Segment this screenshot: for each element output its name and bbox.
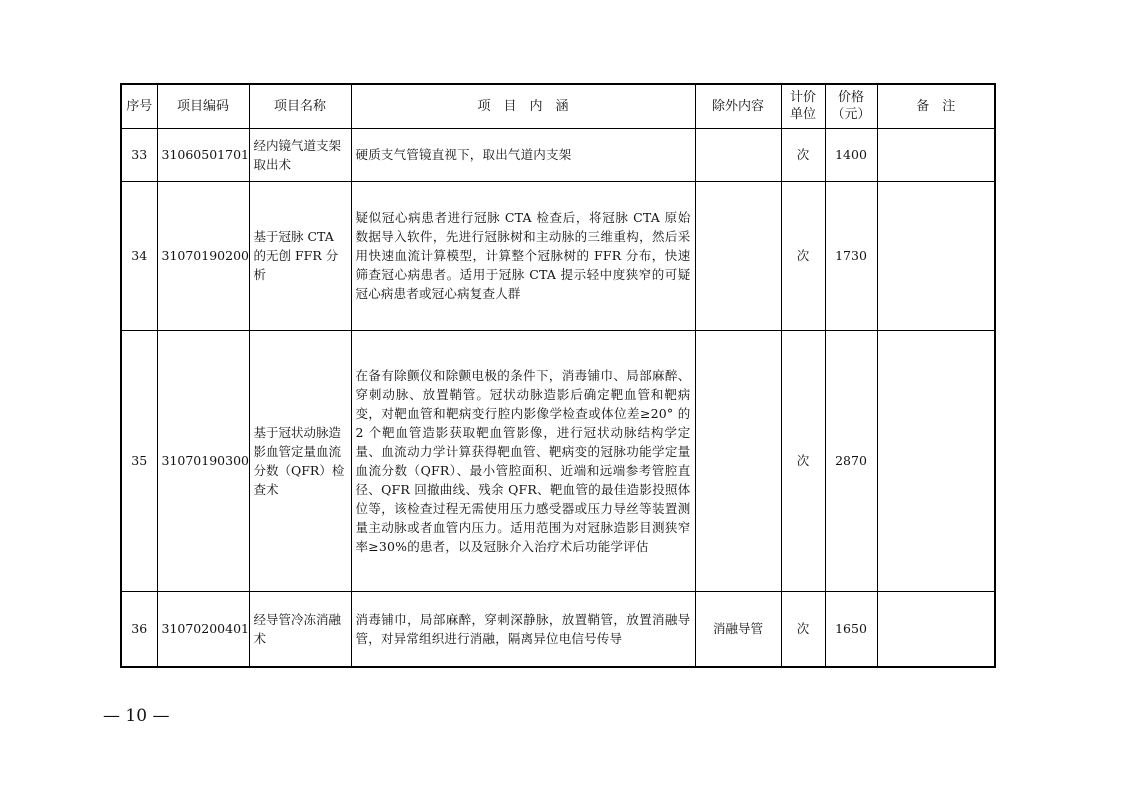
row-exclusions: 消融导管	[695, 591, 781, 667]
row-name: 经导管冷冻消融术	[249, 591, 351, 667]
header-exclusions: 除外内容	[695, 84, 781, 128]
page-number: — 10 —	[103, 706, 170, 726]
row-exclusions	[695, 330, 781, 591]
price-table	[120, 83, 996, 668]
row-exclusions	[695, 181, 781, 330]
row-code: 31070190200	[157, 181, 249, 330]
row-seq: 34	[121, 181, 157, 330]
row-remark	[877, 330, 995, 591]
row-seq: 35	[121, 330, 157, 591]
row-price: 1650	[825, 591, 877, 667]
row-seq: 36	[121, 591, 157, 667]
row-remark	[877, 128, 995, 181]
row-content: 在备有除颤仪和除颤电极的条件下，消毒铺巾、局部麻醉、穿刺动脉、放置鞘管。冠状动脉造影后确定靶血管和靶病变，对靶血管和靶病变行腔内影像学检查或体位差≥20° 的 2 个靶血管造影获取靶血管影像，进行冠状动脉结构学定量、血流动力学计算获得靶血管、靶病变的冠脉功能学定量血流分数（QFR）、最小管腔面积、近端和远端参考管腔直径、QFR 回撤曲线、残余 QFR、靶血管的最佳造影投照体位等，该检查过程无需使用压力感受器或压力导丝等装置测量主动脉或者血管内压力。适用范围为对冠脉造影目测狭窄率≥30%的患者，以及冠脉介入治疗术后功能学评估	[351, 330, 695, 591]
row-code: 31060501701	[157, 128, 249, 181]
table-row	[121, 128, 995, 181]
header-unit: 计价单位	[781, 84, 825, 128]
row-remark	[877, 181, 995, 330]
row-price: 1400	[825, 128, 877, 181]
row-exclusions	[695, 128, 781, 181]
row-unit: 次	[781, 181, 825, 330]
row-content: 硬质支气管镜直视下，取出气道内支架	[351, 128, 695, 181]
row-unit: 次	[781, 591, 825, 667]
row-name: 基于冠状动脉造影血管定量血流分数（QFR）检查术	[249, 330, 351, 591]
row-price: 1730	[825, 181, 877, 330]
table-row	[121, 591, 995, 667]
row-price: 2870	[825, 330, 877, 591]
row-content: 消毒铺巾，局部麻醉，穿刺深静脉，放置鞘管，放置消融导管，对异常组织进行消融，隔离异位电信号传导	[351, 591, 695, 667]
row-seq: 33	[121, 128, 157, 181]
header-seq: 序号	[121, 84, 157, 128]
header-remark: 备 注	[877, 84, 995, 128]
table-row	[121, 181, 995, 330]
header-code: 项目编码	[157, 84, 249, 128]
row-unit: 次	[781, 128, 825, 181]
header-name: 项目名称	[249, 84, 351, 128]
header-row	[121, 84, 995, 128]
header-content: 项 目 内 涵	[351, 84, 695, 128]
row-code: 31070190300	[157, 330, 249, 591]
row-name: 经内镜气道支架取出术	[249, 128, 351, 181]
table-row	[121, 330, 995, 591]
row-unit: 次	[781, 330, 825, 591]
header-price: 价格（元）	[825, 84, 877, 128]
row-name: 基于冠脉 CTA 的无创 FFR 分析	[249, 181, 351, 330]
row-code: 31070200401	[157, 591, 249, 667]
row-content: 疑似冠心病患者进行冠脉 CTA 检查后，将冠脉 CTA 原始数据导入软件，先进行冠脉树和主动脉的三维重构，然后采用快速血流计算模型，计算整个冠脉树的 FFR 分布，快速筛查冠心病患者。适用于冠脉 CTA 提示轻中度狭窄的可疑冠心病患者或冠心病复查人群	[351, 181, 695, 330]
row-remark	[877, 591, 995, 667]
